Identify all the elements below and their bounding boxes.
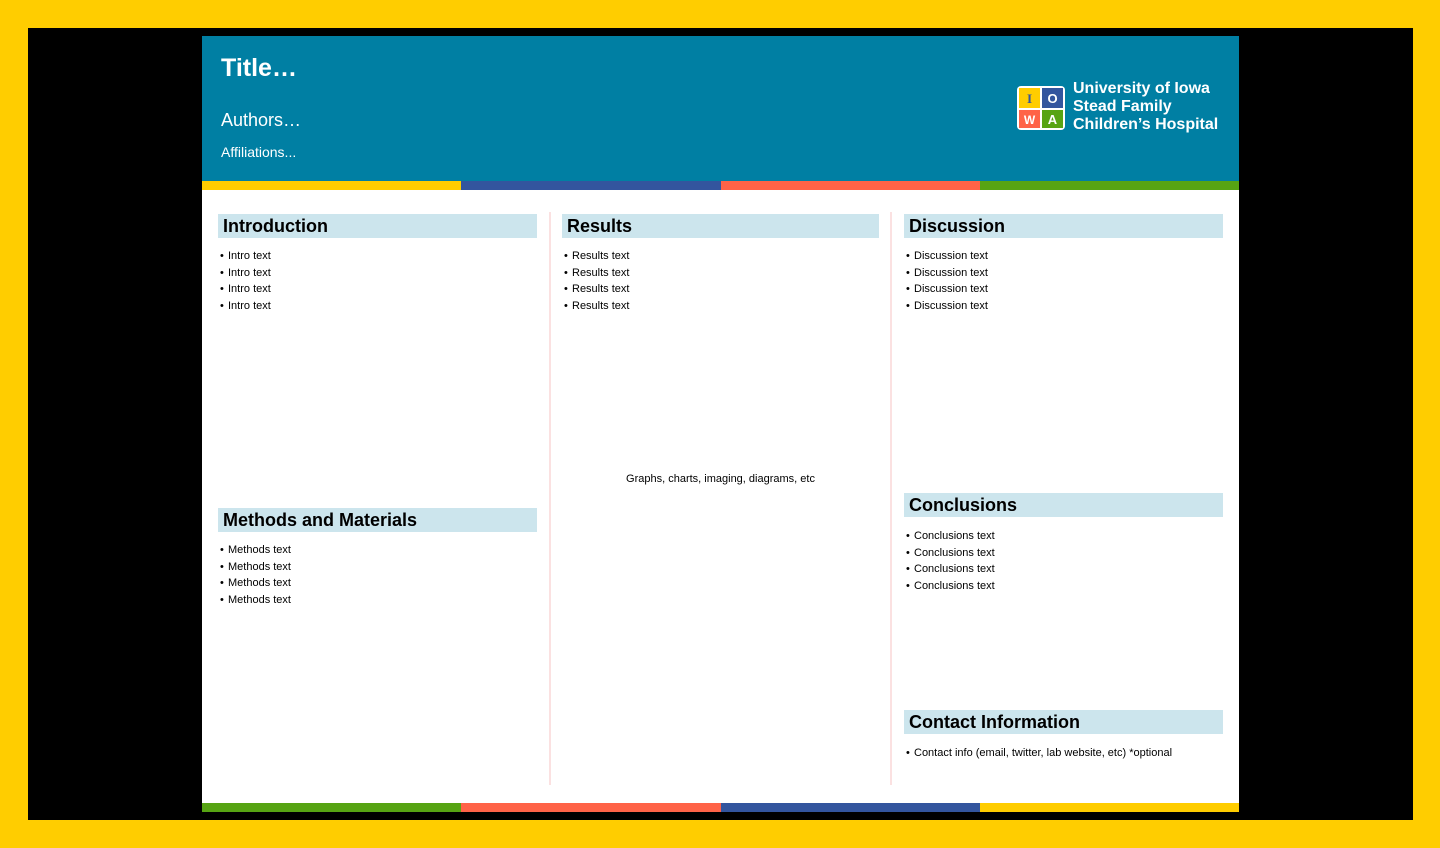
- list-item[interactable]: • Methods text: [218, 542, 291, 559]
- results-figure-placeholder[interactable]: Graphs, charts, imaging, diagrams, etc: [626, 473, 815, 485]
- list-item[interactable]: • Conclusions text: [904, 528, 995, 545]
- logo-letter-a: A: [1047, 112, 1058, 127]
- poster: [202, 36, 1239, 812]
- list-item[interactable]: • Conclusions text: [904, 561, 995, 578]
- top-color-stripe: [202, 181, 1239, 190]
- logo-line-2: Stead Family: [1073, 98, 1172, 115]
- conclusions-list: [904, 528, 995, 594]
- list-item[interactable]: • Contact info (email, twitter, lab website, etc) *optional: [904, 745, 1172, 762]
- list-item[interactable]: • Discussion text: [904, 298, 988, 315]
- column-divider: [890, 212, 892, 785]
- introduction-heading[interactable]: Introduction: [218, 214, 537, 238]
- poster-affiliations[interactable]: Affiliations...: [221, 144, 297, 160]
- poster-title[interactable]: Title…: [221, 54, 297, 82]
- list-item[interactable]: • Methods text: [218, 575, 291, 592]
- hospital-logo-icon: [1017, 82, 1065, 130]
- logo-letter-i: I: [1026, 91, 1033, 106]
- list-item[interactable]: • Intro text: [218, 298, 271, 315]
- logo-letter-o: O: [1047, 91, 1058, 106]
- poster-authors[interactable]: Authors…: [221, 110, 302, 130]
- list-item[interactable]: • Discussion text: [904, 281, 988, 298]
- column-divider: [549, 212, 551, 785]
- logo-line-1: University of Iowa: [1073, 80, 1210, 97]
- list-item[interactable]: • Results text: [562, 265, 629, 282]
- logo-line-3: Children’s Hospital: [1073, 116, 1219, 133]
- contact-list: [904, 745, 1172, 762]
- list-item[interactable]: • Results text: [562, 298, 629, 315]
- list-item[interactable]: • Conclusions text: [904, 545, 995, 562]
- list-item[interactable]: • Intro text: [218, 248, 271, 265]
- methods-heading[interactable]: Methods and Materials: [218, 508, 537, 532]
- results-list: [562, 248, 629, 314]
- list-item[interactable]: • Conclusions text: [904, 578, 995, 595]
- list-item[interactable]: • Intro text: [218, 281, 271, 298]
- list-item[interactable]: • Results text: [562, 281, 629, 298]
- discussion-list: [904, 248, 988, 314]
- contact-heading[interactable]: Contact Information: [904, 710, 1223, 734]
- conclusions-heading[interactable]: Conclusions: [904, 493, 1223, 517]
- list-item[interactable]: • Discussion text: [904, 265, 988, 282]
- list-item[interactable]: • Methods text: [218, 592, 291, 609]
- introduction-list: [218, 248, 271, 314]
- methods-list: [218, 542, 291, 608]
- list-item[interactable]: • Methods text: [218, 559, 291, 576]
- discussion-heading[interactable]: Discussion: [904, 214, 1223, 238]
- results-heading[interactable]: Results: [562, 214, 879, 238]
- poster-header: [202, 36, 1239, 181]
- logo-letter-w: W: [1023, 113, 1036, 127]
- list-item[interactable]: • Results text: [562, 248, 629, 265]
- hospital-logo: [1017, 80, 1227, 136]
- list-item[interactable]: • Discussion text: [904, 248, 988, 265]
- hospital-name: [1073, 80, 1218, 134]
- bottom-color-stripe: [202, 803, 1239, 812]
- list-item[interactable]: • Intro text: [218, 265, 271, 282]
